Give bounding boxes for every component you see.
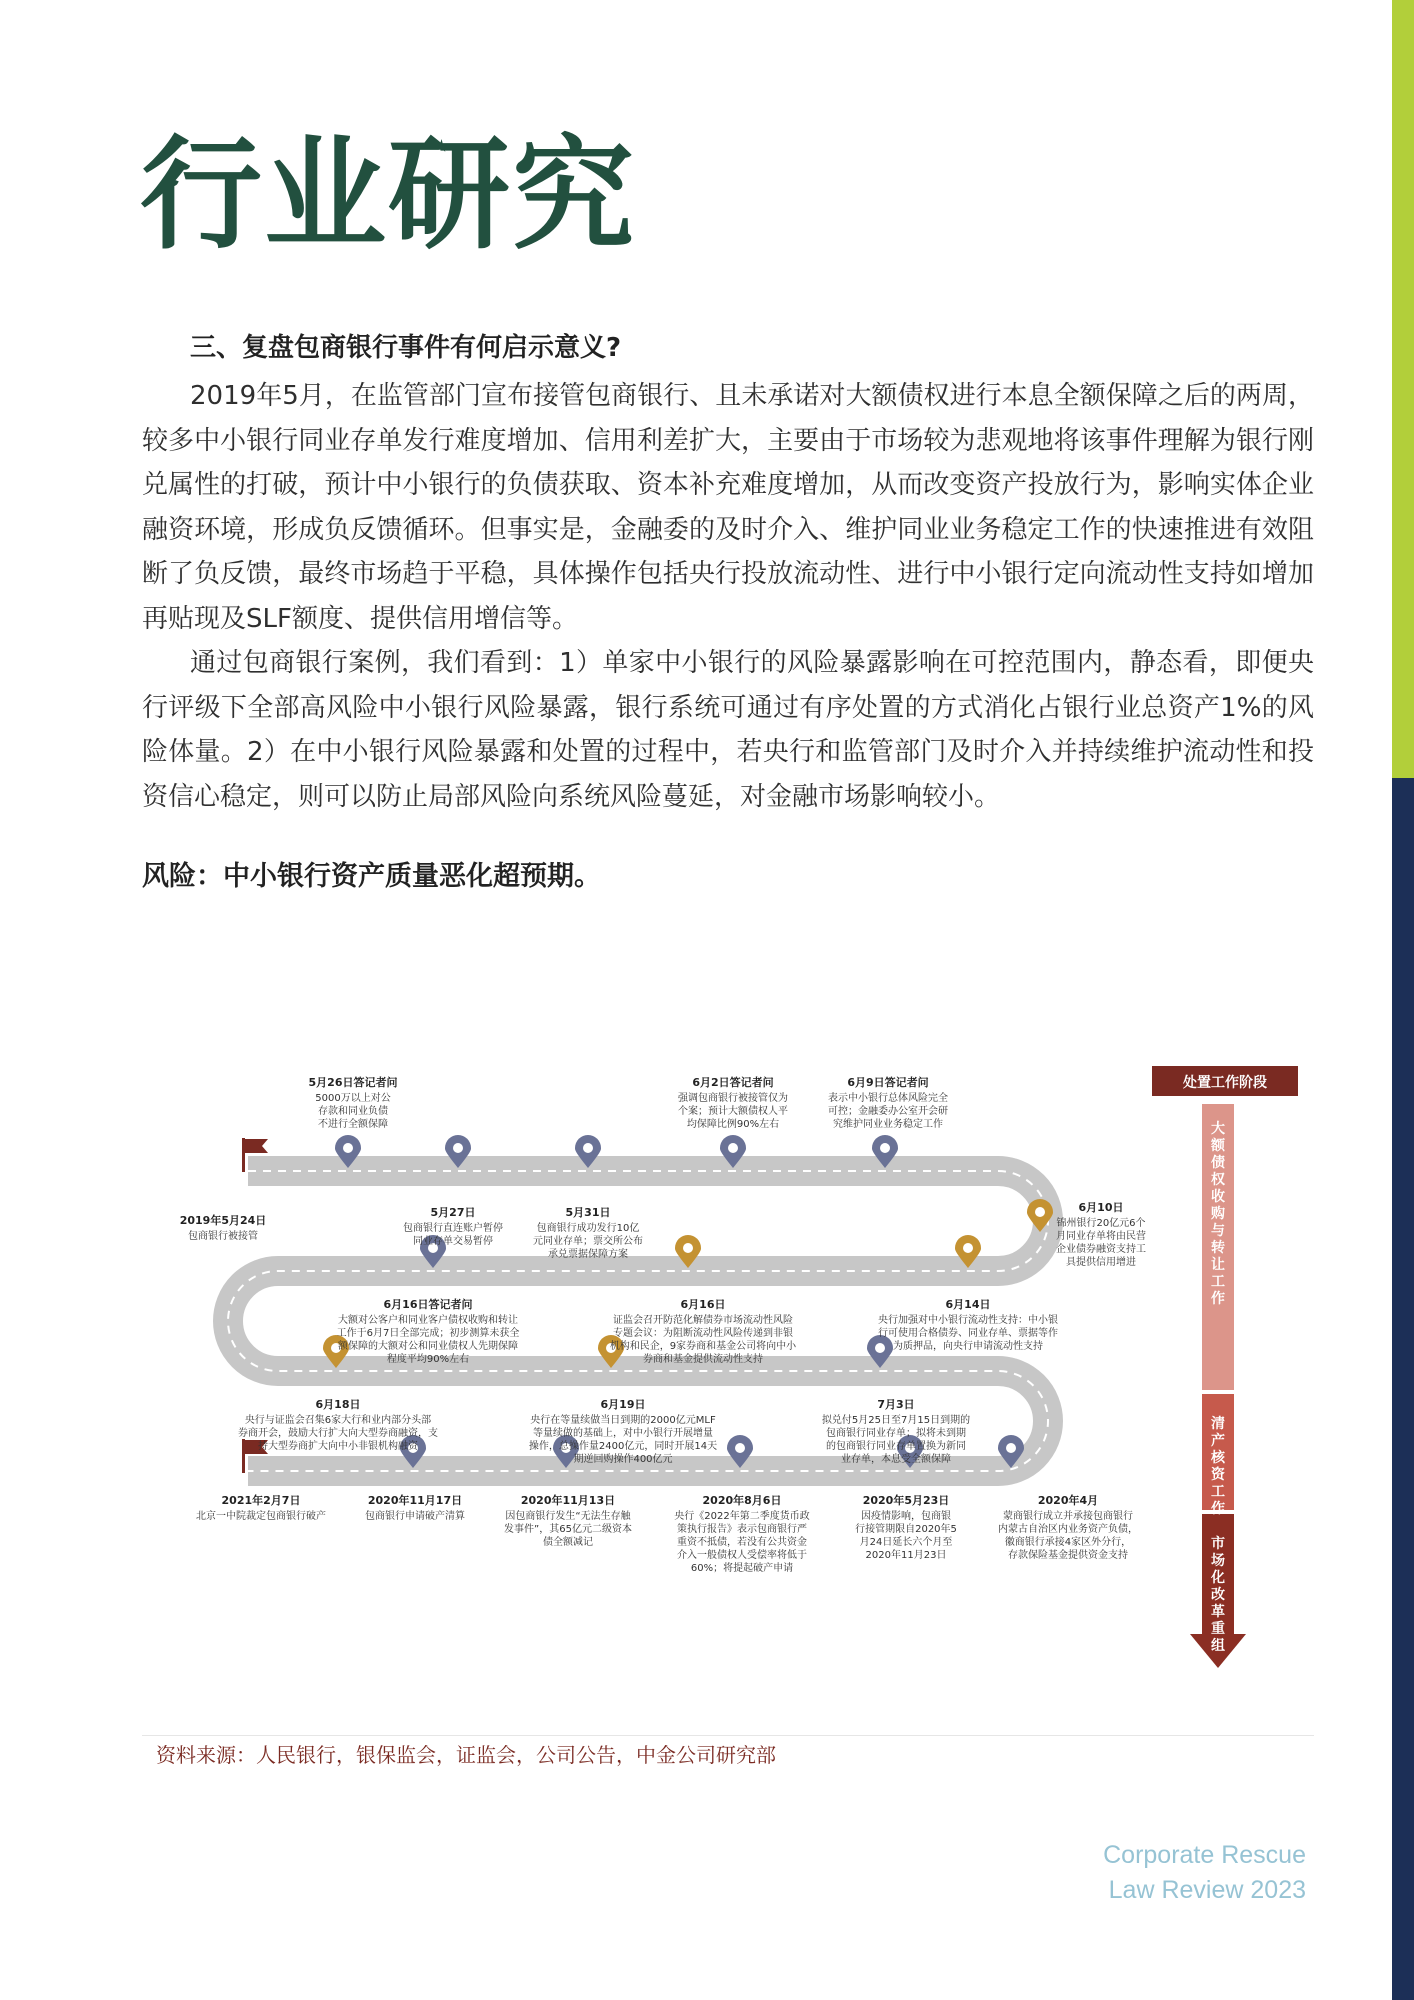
timeline-event	[855, 1493, 957, 1561]
event-description: 机构和民企，9家券商和基金公司将向中小	[609, 1341, 797, 1352]
event-date: 5月27日	[430, 1206, 476, 1219]
event-date: 7月3日	[877, 1398, 915, 1411]
side-accent-bar-green	[1392, 0, 1414, 778]
event-description: 均保障比例90%左右	[686, 1119, 780, 1130]
event-description: 发事件”，其65亿元二级资本	[504, 1524, 632, 1535]
event-description: 可控；金融委办公室开会研	[828, 1106, 948, 1117]
event-description: 2020年11月23日	[865, 1550, 947, 1561]
timeline-event	[180, 1213, 267, 1242]
stage-label-char: 与	[1211, 1223, 1225, 1239]
stage-label-char: 革	[1211, 1604, 1225, 1620]
event-description: 因疫情影响，包商银	[861, 1511, 951, 1522]
stage-label-char: 债	[1211, 1155, 1225, 1171]
stage-label-1	[1210, 1120, 1226, 1307]
event-description: 程度平均90%左右	[386, 1354, 470, 1365]
source-divider	[142, 1735, 1314, 1736]
event-description: 央行在等量续做当日到期的2000亿元MLF	[530, 1415, 716, 1426]
event-description: 锦州银行20亿元6个	[1056, 1218, 1146, 1229]
event-description: 因包商银行发生“无法生存触	[505, 1511, 631, 1522]
event-date: 2020年11月17日	[367, 1494, 463, 1507]
source-note: 资料来源：人民银行，银保监会，证监会，公司公告，中金公司研究部	[156, 1743, 776, 1767]
event-date: 2020年8月6日	[702, 1494, 782, 1507]
event-description: 徽商银行承接4家区外分行，	[1004, 1537, 1132, 1548]
event-date: 6月9日答记者问	[847, 1076, 929, 1089]
event-description: 承兑票据保障方案	[548, 1249, 628, 1260]
event-description: 策执行报告》表示包商银行严	[677, 1524, 807, 1535]
event-description: 券商开会，鼓励大行扩大向大型券商融资，支	[238, 1428, 438, 1439]
event-description: 存款和同业负债	[318, 1106, 388, 1117]
event-description: 个案；预计大额债权人平	[678, 1106, 788, 1117]
stage-label-char: 改	[1211, 1587, 1225, 1603]
event-date: 2020年4月	[1037, 1494, 1099, 1507]
page-title: 行业研究	[140, 124, 636, 266]
event-description: 北京一中院裁定包商银行破产	[196, 1511, 326, 1522]
timeline-event	[196, 1493, 326, 1522]
event-description: 强调包商银行被接管仅为	[678, 1093, 788, 1104]
event-description: 期逆回购操作400亿元	[573, 1454, 673, 1465]
event-description: 行可使用合格债券、同业存单、票据等作	[878, 1328, 1058, 1339]
event-description: 表示中小银行总体风险完全	[828, 1093, 948, 1104]
stage-label-char: 作	[1211, 1291, 1225, 1307]
event-description: 证监会召开防范化解债券市场流动性风险	[613, 1315, 793, 1326]
stage-label-char: 资	[1211, 1467, 1225, 1483]
stage-label-char: 重	[1211, 1621, 1225, 1637]
event-description: 拟兑付5月25日至7月15日到期的	[821, 1415, 971, 1426]
timeline-event	[674, 1493, 809, 1574]
event-date: 6月16日	[680, 1298, 726, 1311]
event-description: 央行《2022年第二季度货币政	[674, 1511, 810, 1522]
timeline-event	[878, 1298, 1058, 1352]
stage-label-char: 购	[1211, 1206, 1225, 1222]
event-description: 具提供信用增进	[1066, 1257, 1136, 1268]
timeline-event	[822, 1398, 970, 1465]
paragraph-1: 2019年5月，在监管部门宣布接管包商银行、且未承诺对大额债权进行本息全额保障之后的两周，较多中小银行同业存单发行难度增加、信用利差扩大，主要由于市场较为悲观地将该事件理解为银行刚兑属性的打破，预计中小银行的负债获取、资本补充难度增加，从而改变资产投放行为，影响实体企业融资环境，形成负反馈循环。但事实是，金融委的及时介入、维护同业业务稳定工作的快速推进有效阻断了负反馈，最终市场趋于平稳，具体操作包括央行投放流动性、进行中小银行定向流动性支持如增加再贴现及SLF额度、提供信用增信等。	[142, 381, 1314, 634]
event-description: 专题会议：为阻断流动性风险传递到非银	[613, 1328, 793, 1339]
event-description: 业存单，本息受全额保障	[841, 1454, 951, 1465]
timeline-event	[828, 1075, 948, 1130]
event-description: 央行加强对中小银行流动性支持：中小银	[878, 1315, 1058, 1326]
stage-label-char: 场	[1211, 1553, 1225, 1569]
timeline-event	[337, 1297, 520, 1365]
section-heading: 三、复盘包商银行事件有何启示意义?	[190, 333, 622, 363]
event-description: 包商银行申请破产清算	[365, 1511, 465, 1522]
stage-label-char: 化	[1211, 1570, 1225, 1586]
event-description: 包商银行成功发行10亿	[536, 1223, 640, 1234]
stage-label-char: 收	[1211, 1189, 1225, 1205]
stage-label-char: 工	[1211, 1274, 1225, 1290]
event-description: 的包商银行同业存单置换为新同	[826, 1441, 966, 1452]
event-description: 不进行全额保障	[318, 1119, 388, 1130]
event-date: 6月16日答记者问	[383, 1298, 473, 1311]
event-date: 6月10日	[1078, 1201, 1124, 1214]
stage-label-char: 工	[1211, 1484, 1225, 1500]
footer-brand	[1103, 1838, 1306, 1908]
event-description: 介入一般债权人受偿率将低于	[677, 1550, 807, 1561]
stage-label-char: 作	[1211, 1501, 1225, 1517]
stage-label-char: 核	[1211, 1450, 1225, 1466]
event-date: 6月18日	[315, 1398, 361, 1411]
timeline-event	[365, 1493, 465, 1522]
stage-label-char: 市	[1211, 1536, 1225, 1552]
event-description: 持大型券商扩大向中小非银机构融资	[258, 1441, 418, 1452]
event-description: 60%；将提起破产申请	[690, 1563, 794, 1574]
event-description: 券商和基金提供流动性支持	[643, 1354, 763, 1365]
stage-label-2	[1210, 1416, 1226, 1517]
stage-header-text: 处置工作阶段	[1183, 1075, 1267, 1091]
timeline-figure	[168, 1046, 1308, 1726]
timeline-event	[610, 1298, 797, 1365]
event-description: 包商银行同业存单；拟将未到期	[826, 1428, 966, 1439]
footer-line-2: Law Review 2023	[1108, 1876, 1306, 1904]
stage-label-char: 额	[1211, 1138, 1225, 1154]
event-description: 究维护同业业务稳定工作	[833, 1119, 943, 1130]
event-description: 工作于6月7日全部完成；初步测算未获全	[336, 1328, 520, 1339]
timeline-event	[998, 1493, 1138, 1561]
event-description: 蒙商银行成立并承接包商银行	[1003, 1511, 1133, 1522]
stage-label-char: 产	[1211, 1433, 1225, 1449]
event-description: 5000万以上对公	[315, 1093, 391, 1104]
event-description: 等量续做的基础上，对中小银行开展增量	[533, 1428, 713, 1439]
event-description: 元同业存单；票交所公布	[533, 1236, 643, 1247]
event-description: 内蒙古自治区内业务资产负债，	[998, 1524, 1138, 1535]
timeline-event	[403, 1206, 503, 1247]
timeline-event	[1056, 1201, 1146, 1268]
stage-label-char: 清	[1211, 1416, 1225, 1432]
event-description: 月同业存单将由民营	[1056, 1231, 1146, 1242]
event-description: 包商银行被接管	[188, 1231, 258, 1242]
event-description: 同业存单交易暂停	[413, 1236, 493, 1247]
event-date: 2019年5月24日	[179, 1214, 267, 1227]
event-description: 为质押品，向央行申请流动性支持	[893, 1341, 1043, 1352]
timeline-svg	[168, 1046, 1308, 1726]
timeline-event	[533, 1206, 643, 1260]
event-date: 2020年5月23日	[862, 1494, 950, 1507]
footer-line-1: Corporate Rescue	[1103, 1841, 1306, 1869]
stage-label-3	[1210, 1535, 1225, 1654]
stage-label-char: 大	[1211, 1121, 1225, 1137]
event-description: 额保障的大额对公和同业债权人先期保障	[338, 1341, 518, 1352]
event-description: 包商银行直连账户暂停	[403, 1223, 503, 1234]
event-date: 6月19日	[600, 1398, 646, 1411]
stage-label-char: 组	[1211, 1638, 1225, 1654]
event-description: 月24日延长六个月至	[859, 1537, 953, 1548]
event-description: 债全额减记	[543, 1537, 593, 1548]
event-description: 重资不抵债，若没有公共资金	[677, 1537, 807, 1548]
stage-label-char: 让	[1211, 1257, 1225, 1273]
timeline-event	[309, 1075, 398, 1130]
event-date: 5月26日答记者问	[308, 1076, 398, 1089]
stage-label-char: 转	[1211, 1240, 1225, 1256]
timeline-event	[238, 1398, 438, 1452]
risk-statement: 风险：中小银行资产质量恶化超预期。	[142, 861, 601, 892]
timeline-event	[504, 1493, 632, 1548]
event-date: 6月2日答记者问	[692, 1076, 774, 1089]
timeline-event	[678, 1075, 788, 1130]
event-date: 6月14日	[945, 1298, 991, 1311]
event-date: 2021年2月7日	[221, 1494, 301, 1507]
event-date: 2020年11月13日	[520, 1494, 616, 1507]
event-description: 行接管期限自2020年5	[855, 1524, 957, 1535]
article-body	[142, 326, 1314, 899]
event-description: 大额对公客户和同业客户债权收购和转让	[338, 1315, 518, 1326]
side-accent-bar-navy	[1392, 778, 1414, 2000]
event-description: 操作，总操作量2400亿元，同时开展14天	[528, 1441, 718, 1452]
timeline-labels	[180, 1075, 1146, 1574]
event-description: 央行与证监会召集6家大行和业内部分头部	[244, 1415, 432, 1426]
event-description: 存款保险基金提供资金支持	[1008, 1550, 1128, 1561]
paragraph-2: 通过包商银行案例，我们看到：1）单家中小银行的风险暴露影响在可控范围内，静态看，即便央行评级下全部高风险中小银行风险暴露，银行系统可通过有序处置的方式消化占银行业总资产1%的风险体量。2）在中小银行风险暴露和处置的过程中，若央行和监管部门及时介入并持续维护流动性和投资信心稳定，则可以防止局部风险向系统风险蔓延，对金融市场影响较小。	[142, 648, 1314, 812]
event-description: 企业债券融资支持工	[1056, 1244, 1146, 1255]
stage-label-char: 权	[1211, 1172, 1225, 1188]
event-date: 5月31日	[565, 1206, 611, 1219]
